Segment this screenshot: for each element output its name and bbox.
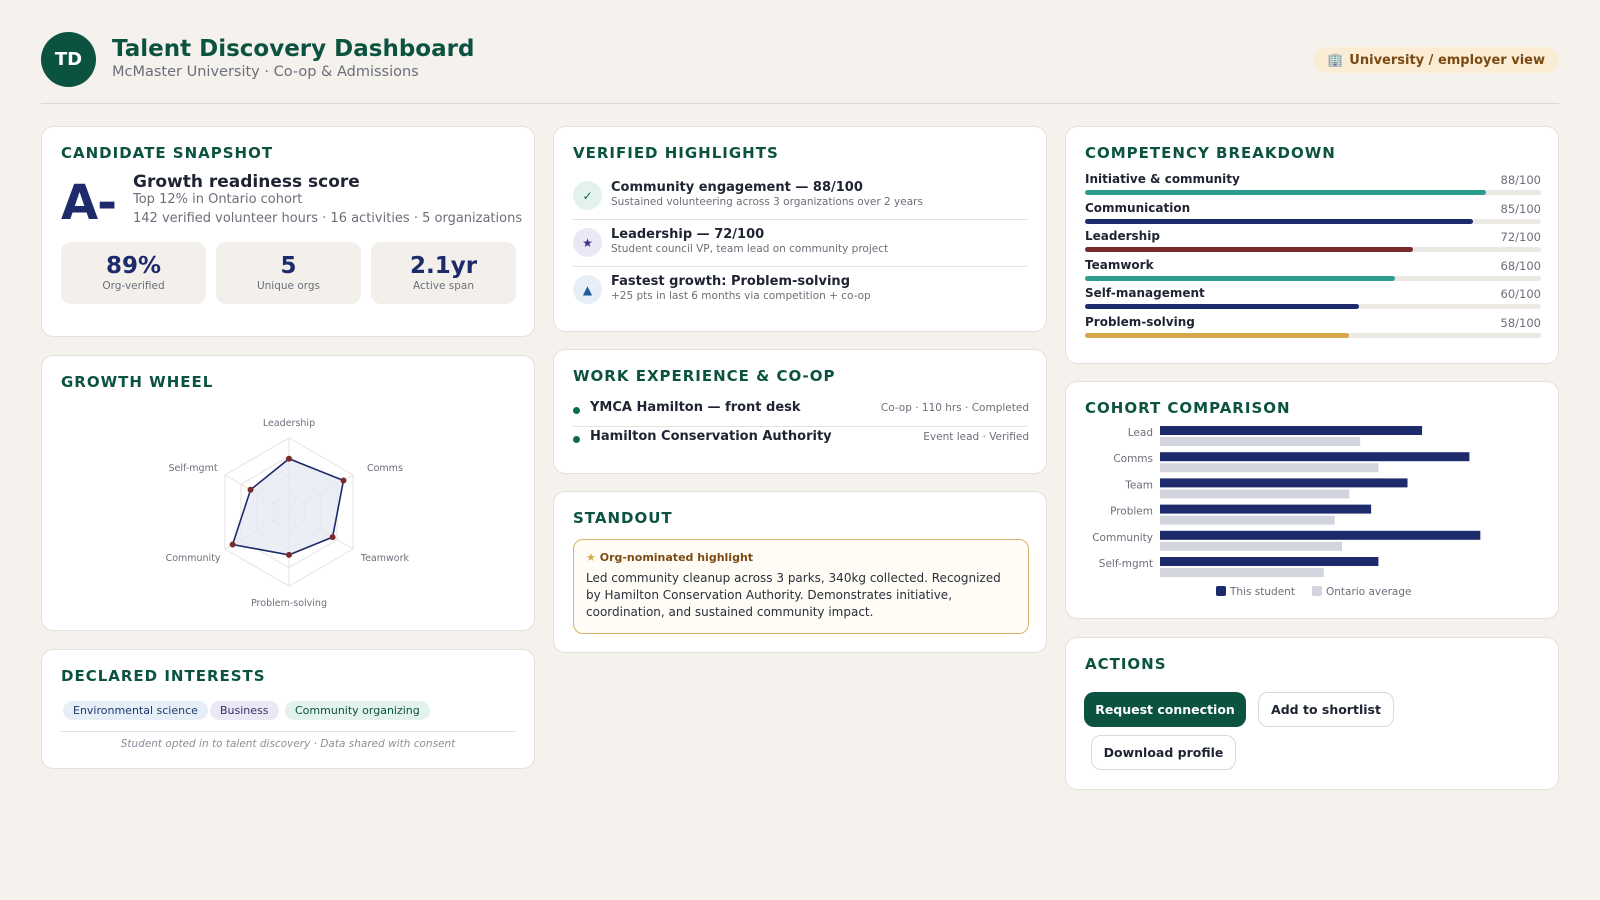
stat-org-verified	[61, 242, 206, 304]
consent-note: Student opted in to talent discovery · Data shared with consent	[120, 738, 456, 750]
interest-tag: Business	[210, 701, 279, 720]
competency-item	[1085, 172, 1541, 200]
radar-axis-label: Teamwork	[360, 553, 409, 564]
standout-highlight	[573, 539, 1029, 634]
competency-score: 72/100	[1500, 230, 1541, 244]
radar-axis-label: Self-mgmt	[168, 463, 218, 474]
card-title: COMPETENCY BREAKDOWN	[1085, 144, 1336, 162]
radar-series-area	[233, 459, 344, 555]
standout-label-text: Org-nominated highlight	[599, 551, 754, 564]
growth-wheel-chart	[42, 396, 536, 626]
highlight-item	[573, 224, 1029, 270]
competency-bar-fill	[1085, 190, 1486, 195]
highlight-item	[573, 271, 1029, 317]
stat-label: Unique orgs	[256, 280, 321, 292]
interest-tag: Community organizing	[285, 701, 430, 720]
stat-value: 5	[280, 253, 297, 279]
card-title: VERIFIED HIGHLIGHTS	[573, 144, 779, 162]
competency-name: Communication	[1085, 200, 1191, 215]
verified-highlights-card	[553, 126, 1047, 332]
cohort-comparison-card	[1065, 381, 1559, 619]
competency-score: 85/100	[1500, 201, 1541, 216]
cohort-category-label: Comms	[1113, 453, 1153, 466]
score-rank: Top 12% in Ontario cohort	[133, 192, 303, 207]
highlight-title: Community engagement — 88/100	[611, 180, 863, 195]
radar-point	[286, 456, 292, 462]
cohort-category-label: Team	[1125, 479, 1153, 492]
cohort-bar-student	[1160, 478, 1408, 487]
cohort-bar-student	[1160, 531, 1480, 540]
competency-item	[1085, 201, 1541, 229]
work-item[interactable]	[573, 426, 1029, 454]
view-badge[interactable]	[1313, 47, 1559, 73]
highlight-item	[573, 177, 1029, 223]
grade: A-	[61, 175, 117, 231]
cohort-category-label: Lead	[1127, 427, 1153, 439]
competency-score: 68/100	[1500, 258, 1541, 273]
legend-swatch	[1312, 586, 1322, 596]
building-icon: 🏢	[1327, 52, 1344, 68]
stat-active-span	[371, 242, 516, 304]
divider	[573, 266, 1027, 267]
competency-bar-fill	[1085, 333, 1349, 338]
work-meta: Event lead · Verified	[923, 431, 1029, 443]
competency-bar-fill	[1085, 219, 1473, 224]
highlight-subtitle: +25 pts in last 6 months via competition + co-op	[611, 290, 871, 302]
cohort-bar-average	[1160, 568, 1324, 577]
radar-point	[340, 478, 346, 484]
radar-axis-label: Leadership	[262, 418, 316, 429]
competency-name: Teamwork	[1085, 257, 1154, 272]
page-title: Talent Discovery Dashboard	[112, 36, 475, 62]
competency-score: 88/100	[1500, 173, 1541, 187]
standout-text: Led community cleanup across 3 parks, 340kg collected. Recognized by Hamilton Conservation Authority. Demonstrates initiative, coordination, and sustained community impact.	[586, 571, 1001, 619]
view-badge-label: University / employer view	[1349, 52, 1545, 68]
competency-name: Initiative & community	[1085, 172, 1240, 186]
competency-score: 58/100	[1500, 315, 1541, 330]
radar-axis-label: Problem-solving	[251, 598, 327, 609]
competency-bar-track	[1085, 276, 1541, 281]
competency-bar-track	[1085, 190, 1541, 195]
highlight-title: Fastest growth: Problem-solving	[611, 274, 850, 289]
cohort-bar-average	[1160, 516, 1335, 525]
competency-name: Problem-solving	[1085, 314, 1195, 329]
page-subtitle: McMaster University · Co-op & Admissions	[112, 64, 419, 80]
cohort-bar-student	[1160, 505, 1371, 514]
legend-swatch	[1216, 586, 1226, 596]
download-profile-button[interactable]: Download profile	[1091, 735, 1236, 770]
highlight-subtitle: Student council VP, team lead on community project	[611, 243, 889, 255]
work-name: Hamilton Conservation Authority	[590, 429, 832, 444]
competency-name: Self-management	[1085, 286, 1205, 300]
actions-card	[1065, 637, 1559, 790]
competency-item	[1085, 258, 1541, 286]
radar-point	[230, 542, 236, 548]
stat-label: Active span	[412, 280, 475, 292]
score-title: Growth readiness score	[133, 172, 360, 192]
radar-axis-label: Comms	[366, 463, 403, 474]
growth-wheel-card	[41, 355, 535, 631]
cohort-bar-average	[1160, 463, 1378, 472]
competency-item	[1085, 286, 1541, 314]
cohort-bar-average	[1160, 437, 1360, 446]
avatar: TD	[41, 32, 96, 87]
work-name: YMCA Hamilton — front desk	[590, 400, 801, 415]
cohort-bar-student	[1160, 426, 1422, 435]
work-experience-card	[553, 349, 1047, 474]
stat-unique-orgs	[216, 242, 361, 304]
score-detail: 142 verified volunteer hours · 16 activities · 5 organizations	[133, 211, 523, 226]
card-title: STANDOUT	[573, 509, 673, 527]
divider	[573, 219, 1027, 220]
legend-label: Ontario average	[1326, 586, 1412, 598]
competency-score: 60/100	[1500, 287, 1541, 301]
stat-label: Org-verified	[102, 280, 165, 292]
interest-tag: Environmental science	[63, 701, 208, 720]
competency-name: Leadership	[1085, 229, 1160, 243]
competency-breakdown-card	[1065, 126, 1559, 364]
request-connection-button[interactable]: Request connection	[1084, 692, 1246, 727]
bullet-icon	[573, 407, 580, 414]
card-title: GROWTH WHEEL	[61, 373, 214, 391]
radar-point	[330, 534, 336, 540]
stat-value: 2.1yr	[409, 253, 478, 279]
competency-bar-track	[1085, 333, 1541, 338]
cohort-bar-average	[1160, 489, 1349, 498]
divider	[573, 426, 1027, 427]
competency-bar-fill	[1085, 247, 1413, 252]
cohort-category-label: Community	[1092, 531, 1153, 544]
bullet-icon	[573, 436, 580, 443]
star-icon: ★	[586, 551, 596, 564]
cohort-comparison-chart	[1066, 422, 1560, 617]
add-to-shortlist-button[interactable]: Add to shortlist	[1258, 692, 1394, 727]
candidate-snapshot-card	[41, 126, 535, 337]
radar-point	[286, 552, 292, 558]
cohort-bar-average	[1160, 542, 1342, 551]
radar-axis-label: Community	[165, 553, 221, 564]
legend-label: This student	[1230, 586, 1295, 598]
radar-point	[248, 487, 254, 493]
card-title: COHORT COMPARISON	[1085, 399, 1291, 417]
page-header	[41, 30, 1559, 104]
declared-interests-card	[41, 649, 535, 769]
competency-bar-fill	[1085, 276, 1395, 281]
competency-bar-track	[1085, 247, 1541, 252]
competency-bar-track	[1085, 304, 1541, 309]
cohort-category-label: Self-mgmt	[1098, 558, 1153, 570]
card-title: CANDIDATE SNAPSHOT	[61, 144, 274, 162]
cohort-bar-student	[1160, 452, 1469, 461]
card-title: WORK EXPERIENCE & CO-OP	[573, 367, 836, 385]
triangle-up-icon: ▲	[573, 275, 602, 304]
stat-value: 89%	[105, 253, 162, 279]
cohort-bar-student	[1160, 557, 1378, 566]
competency-bar-fill	[1085, 304, 1359, 309]
cohort-category-label: Problem	[1110, 505, 1153, 518]
competency-bar-track	[1085, 219, 1541, 224]
work-meta: Co-op · 110 hrs · Completed	[880, 402, 1029, 414]
competency-item	[1085, 315, 1541, 343]
card-title: DECLARED INTERESTS	[61, 667, 266, 685]
divider	[61, 731, 515, 732]
standout-card	[553, 491, 1047, 653]
highlight-title: Leadership — 72/100	[611, 227, 765, 242]
check-icon: ✓	[573, 181, 602, 210]
standout-label	[586, 551, 753, 564]
work-item[interactable]	[573, 397, 1029, 425]
card-title: ACTIONS	[1085, 655, 1167, 673]
star-icon: ★	[573, 228, 602, 257]
competency-item	[1085, 229, 1541, 257]
highlight-subtitle: Sustained volunteering across 3 organizations over 2 years	[611, 196, 923, 208]
